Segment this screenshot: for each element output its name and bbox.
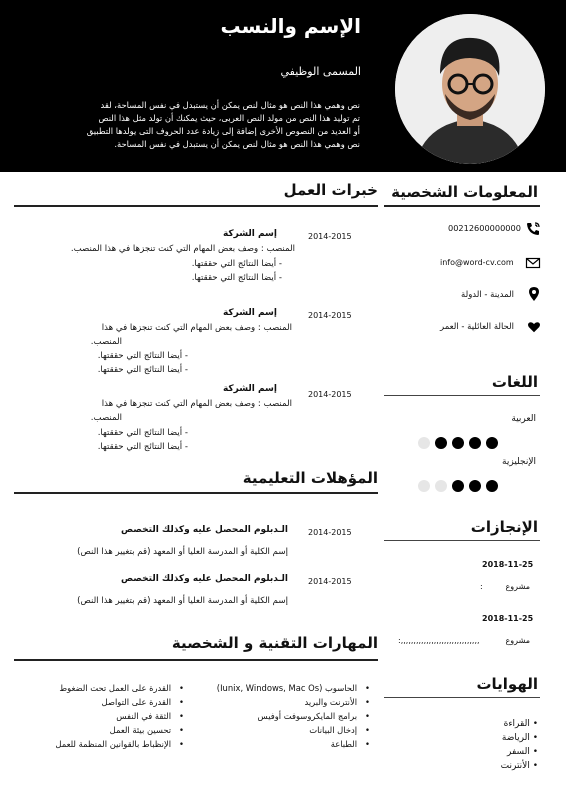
hobby-item: • القراءة — [503, 719, 538, 729]
experience-date: 2014-2015 — [308, 232, 352, 241]
level-dot — [435, 480, 447, 492]
achievement-value: : — [480, 582, 483, 591]
technical-skill: • إدخال البيانات — [309, 725, 370, 735]
header-banner — [0, 0, 566, 172]
hobbies-title: الهوايات — [476, 675, 538, 693]
skill-label: الطباعة — [330, 739, 358, 749]
phone-icon — [525, 221, 541, 237]
result-bullet: - أيضا النتائج التي حققتها. — [97, 442, 188, 452]
personal-info-rule — [384, 205, 540, 207]
hobby-item: • السفر — [507, 747, 538, 757]
level-dot — [486, 480, 498, 492]
experience-rule — [14, 205, 378, 207]
skill-label: تحسين بيئة العمل — [109, 725, 172, 735]
result-bullet: - أيضا النتائج التي حققتها. — [97, 428, 188, 438]
email-icon — [525, 255, 541, 271]
email-address: info@word-cv.com — [440, 258, 514, 267]
result-bullet: - أيضا النتائج التي حققتها. — [191, 259, 282, 269]
skill-label: القدرة على العمل تحت الضغوط — [59, 683, 172, 693]
hobby-label: الأنترنت — [500, 761, 530, 771]
hobby-label: القراءة — [503, 719, 530, 729]
level-dot — [452, 480, 464, 492]
company-name: إسم الشركة — [222, 384, 277, 394]
level-dot — [418, 437, 430, 449]
full-name: الإسم والنسب — [220, 14, 361, 38]
level-dot — [435, 437, 447, 449]
skills-title: المهارات التقنية و الشخصية — [171, 634, 378, 652]
skill-label: الحاسوب (Iunix, Windows, Mac Os) — [216, 683, 358, 693]
result-bullet: - أيضا النتائج التي حققتها. — [191, 273, 282, 283]
achievement-label: مشروع — [505, 636, 530, 645]
achievement-date: 2018-11-25 — [482, 614, 534, 623]
technical-skill: • الحاسوب (Iunix, Windows, Mac Os) — [216, 683, 370, 693]
result-bullet: - أيضا النتائج التي حققتها. — [97, 351, 188, 361]
hobby-label: الرياضة — [501, 733, 530, 743]
level-dot — [452, 437, 464, 449]
education-rule — [14, 492, 378, 494]
experience-title: خبرات العمل — [283, 181, 378, 199]
education-title: المؤهلات التعليمية — [242, 469, 378, 487]
hobbies-rule — [384, 697, 540, 698]
technical-skill: • الطباعة — [330, 739, 370, 749]
experience-date: 2014-2015 — [308, 311, 352, 320]
personal-info-title: المعلومات الشخصية — [391, 183, 538, 201]
intro-line: أو العديد من النصوص الأخرى إضافة إلى زيادة عدد الحروف التى يولدها التطبيق — [86, 126, 360, 136]
result-bullet: - أيضا النتائج التي حققتها. — [97, 365, 188, 375]
phone-number: 00212600000000 — [448, 223, 521, 233]
achievement-date: 2018-11-25 — [482, 560, 534, 569]
achievement-value: :,,,,,,,,,,,,,,,,,,,,,,,,,,,,,,, — [398, 636, 480, 645]
intro-line: نص وهمي هذا النص هو مثال لنص يمكن أن يستبدل في نفس المساحة. — [114, 139, 360, 149]
level-dot — [418, 480, 430, 492]
languages-title: اللغات — [491, 373, 538, 391]
role-description: المنصب. — [90, 337, 122, 347]
personal-skill: • الإنظباط بالقوانين المنظمة للعمل — [55, 739, 184, 749]
achievements-rule — [384, 540, 540, 541]
personal-skill: • الثقة في النفس — [116, 711, 184, 721]
hobby-item: • الأنترنت — [500, 761, 538, 771]
technical-skill: • برامج المايكروسوفت أوفيس — [257, 711, 370, 721]
education-date: 2014-2015 — [308, 528, 352, 537]
school-name: إسم الكلية أو المدرسة العليا أو المعهد (قم بتغيير هذا النص) — [77, 547, 288, 557]
skill-label: الأنترنت والبريد — [304, 697, 358, 707]
job-title: المسمى الوظيفي — [280, 65, 361, 78]
language-level-dots — [418, 437, 498, 449]
degree-title: الـدبلوم المحصل عليه وكذلك التخصص — [121, 525, 288, 535]
school-name: إسم الكلية أو المدرسة العليا أو المعهد (قم بتغيير هذا النص) — [77, 596, 288, 606]
language-name: الإنجليزية — [502, 457, 536, 467]
education-date: 2014-2015 — [308, 577, 352, 586]
marital-status-age: الحالة العائلية - العمر — [440, 322, 514, 332]
achievement-label: مشروع — [505, 582, 530, 591]
level-dot — [469, 437, 481, 449]
location-pin-icon — [526, 286, 542, 302]
degree-title: الـدبلوم المحصل عليه وكذلك التخصص — [121, 574, 288, 584]
hobby-label: السفر — [507, 747, 530, 757]
experience-date: 2014-2015 — [308, 390, 352, 399]
achievements-title: الإنجازات — [470, 518, 538, 536]
personal-skill: • القدرة على العمل تحت الضغوط — [59, 683, 184, 693]
language-level-dots — [418, 480, 498, 492]
personal-skill: • تحسين بيئة العمل — [109, 725, 184, 735]
technical-skill: • الأنترنت والبريد — [304, 697, 370, 707]
intro-line: تم توليد هذا النص من مولد النص العربى، حيث يمكنك أن تولد مثل هذا النص — [98, 113, 360, 123]
heart-icon — [527, 319, 543, 335]
role-description: المنصب : وصف بعض المهام التي كنت تنجزها في هذا — [101, 399, 292, 409]
level-dot — [486, 437, 498, 449]
intro-paragraph — [20, 99, 360, 151]
level-dot — [469, 480, 481, 492]
company-name: إسم الشركة — [222, 308, 277, 318]
skill-label: الثقة في النفس — [116, 711, 172, 721]
company-name: إسم الشركة — [222, 229, 277, 239]
skill-label: برامج المايكروسوفت أوفيس — [257, 711, 358, 721]
role-description: المنصب. — [90, 413, 122, 423]
intro-line: نص وهمي هذا النص هو مثال لنص يمكن أن يستبدل في نفس المساحة، لقد — [100, 100, 360, 110]
profile-photo — [395, 14, 545, 164]
role-description: المنصب : وصف بعض المهام التي كنت تنجزها في هذا — [101, 323, 292, 333]
language-name: العربية — [511, 414, 536, 424]
skill-label: القدرة على التواصل — [101, 697, 172, 707]
skill-label: إدخال البيانات — [309, 725, 358, 735]
personal-skill: • القدرة على التواصل — [101, 697, 184, 707]
languages-rule — [384, 395, 540, 396]
skills-rule — [14, 659, 378, 661]
role-description: المنصب : وصف بعض المهام التي كنت تنجزها في هذا المنصب. — [70, 244, 295, 254]
skill-label: الإنظباط بالقوانين المنظمة للعمل — [55, 739, 172, 749]
hobby-item: • الرياضة — [501, 733, 538, 743]
city-country: المدينة - الدولة — [461, 290, 514, 300]
